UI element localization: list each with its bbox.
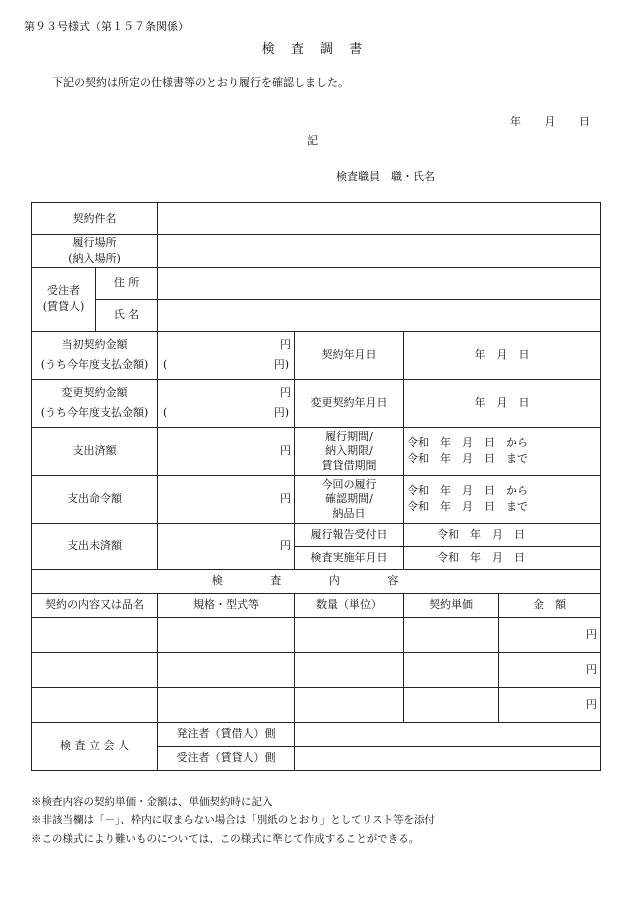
- initial-paren-yen: 円): [273, 358, 289, 372]
- item-spec-cell[interactable]: [158, 652, 295, 687]
- item-row-2: [32, 652, 601, 687]
- paid-label: 支出済額: [32, 427, 158, 475]
- period-field[interactable]: [404, 427, 601, 475]
- column-header-spec: 規格・型式等: [158, 593, 295, 617]
- ordered-label: 支出命令額: [32, 475, 158, 523]
- inspection-table: [31, 202, 601, 771]
- confirm-label-line1: 今回の履行: [321, 477, 377, 491]
- inspection-content-header: 検 査 内 容: [32, 569, 601, 593]
- contract-date-label: 契約年月日: [295, 331, 404, 379]
- changed-paren-yen: 円): [273, 406, 289, 420]
- ki-label: 記: [307, 134, 318, 147]
- period-from: から: [506, 436, 528, 450]
- item-quantity-cell[interactable]: [295, 617, 404, 652]
- changed-paren-open: (: [163, 406, 168, 420]
- item-row-3: [32, 687, 601, 722]
- issue-date[interactable]: 年 月 日: [510, 115, 590, 128]
- item-quantity-cell[interactable]: [295, 652, 404, 687]
- unpaid-amount-field[interactable]: 円: [158, 523, 295, 569]
- contractor-label-line1: 受注者: [47, 284, 80, 298]
- contract-name-label: 契約件名: [32, 203, 158, 235]
- period-label-line2: 納入期限/: [325, 444, 373, 458]
- intro-text: 下記の契約は所定の仕様書等のとおり履行を確認しました。: [52, 76, 349, 89]
- item-unit-price-cell[interactable]: [404, 617, 499, 652]
- confirm-label-line3: 納品日: [332, 506, 366, 520]
- contractor-side-label: 受注者（賃貸人）側: [158, 746, 295, 770]
- confirm-period-field[interactable]: [404, 475, 601, 523]
- contractor-side-field[interactable]: [295, 746, 601, 770]
- contractor-label: [32, 267, 96, 331]
- item-spec-cell[interactable]: [158, 617, 295, 652]
- inspection-date-label: 検査実施年月日: [295, 546, 404, 569]
- period-end-date: 令和 年 月 日: [407, 452, 495, 466]
- place-label: [32, 235, 158, 268]
- confirm-label-line2: 確認期間/: [325, 492, 373, 506]
- initial-amount-label-line1: 当初契約金額: [61, 338, 128, 352]
- confirm-from: から: [506, 484, 528, 498]
- place-field[interactable]: [158, 235, 601, 268]
- ordered-amount-field[interactable]: 円: [158, 475, 295, 523]
- changed-amount-label: [32, 379, 158, 427]
- column-header-quantity: 数量（単位）: [295, 593, 404, 617]
- note-3: ※この様式により難いものについては、この様式に準じて作成することができる。: [31, 832, 420, 845]
- confirm-period-label: [295, 475, 404, 523]
- paid-amount-field[interactable]: 円: [158, 427, 295, 475]
- contract-name-field[interactable]: [158, 203, 601, 235]
- period-label-line3: 賃貸借期間: [321, 458, 377, 472]
- confirm-start-date: 令和 年 月 日: [407, 484, 495, 498]
- item-row-1: [32, 617, 601, 652]
- period-label-line1: 履行期間/: [325, 429, 373, 443]
- initial-paren-open: (: [163, 358, 168, 372]
- item-name-cell[interactable]: [32, 687, 158, 722]
- item-spec-cell[interactable]: [158, 687, 295, 722]
- changed-amount-label-line1: 変更契約金額: [61, 386, 128, 400]
- item-amount-cell[interactable]: 円: [499, 687, 601, 722]
- period-label: [295, 427, 404, 475]
- initial-amount-label: [32, 331, 158, 379]
- confirm-until: まで: [506, 500, 528, 514]
- initial-this-year-label: (うち今年度支払金額): [40, 358, 149, 372]
- place-label-line1: 履行場所: [72, 236, 117, 249]
- place-label-line2: (納入場所): [68, 251, 121, 265]
- orderer-side-label: 発注者（賃借人）側: [158, 722, 295, 746]
- item-unit-price-cell[interactable]: [404, 652, 499, 687]
- name-field[interactable]: [158, 299, 601, 331]
- item-name-cell[interactable]: [32, 652, 158, 687]
- inspector-label: 検査職員 職・氏名: [336, 170, 435, 183]
- note-1: ※検査内容の契約単価・金額は、単価契約時に記入: [31, 796, 273, 808]
- changed-date-label: 変更契約年月日: [295, 379, 404, 427]
- address-label: 住 所: [96, 267, 158, 299]
- item-name-cell[interactable]: [32, 617, 158, 652]
- item-amount-cell[interactable]: 円: [499, 617, 601, 652]
- witness-label: 検 査 立 会 人: [32, 722, 158, 770]
- column-header-item: 契約の内容又は品名: [32, 593, 158, 617]
- contractor-label-line2: (賃貸人): [42, 300, 85, 314]
- inspection-date-field[interactable]: 令和 年 月 日: [404, 546, 601, 569]
- orderer-side-field[interactable]: [295, 722, 601, 746]
- changed-date-field[interactable]: 年 月 日: [404, 379, 601, 427]
- name-label: 氏 名: [96, 299, 158, 331]
- changed-this-year-label: (うち今年度支払金額): [40, 406, 149, 420]
- changed-amount-yen: 円: [280, 386, 291, 400]
- initial-amount-field[interactable]: [158, 331, 295, 379]
- notes: [31, 793, 435, 848]
- form-number: 第９３号様式（第１５７条関係）: [24, 20, 189, 33]
- column-header-amount: 金 額: [499, 593, 601, 617]
- report-date-field[interactable]: 令和 年 月 日: [404, 523, 601, 546]
- unpaid-label: 支出未済額: [32, 523, 158, 569]
- initial-amount-yen: 円: [280, 338, 291, 352]
- note-2: ※非該当欄は「－」、枠内に収まらない場合は「別紙のとおり」としてリスト等を添付: [31, 814, 436, 827]
- document-title: 検 査 調 書: [261, 42, 369, 57]
- address-field[interactable]: [158, 267, 601, 299]
- contract-date-field[interactable]: 年 月 日: [404, 331, 601, 379]
- period-until: まで: [506, 452, 528, 466]
- item-amount-cell[interactable]: 円: [499, 652, 601, 687]
- item-quantity-cell[interactable]: [295, 687, 404, 722]
- item-unit-price-cell[interactable]: [404, 687, 499, 722]
- column-header-unit-price: 契約単価: [404, 593, 499, 617]
- confirm-end-date: 令和 年 月 日: [407, 500, 495, 514]
- report-date-label: 履行報告受付日: [295, 523, 404, 546]
- period-start-date: 令和 年 月 日: [407, 436, 495, 450]
- changed-amount-field[interactable]: [158, 379, 295, 427]
